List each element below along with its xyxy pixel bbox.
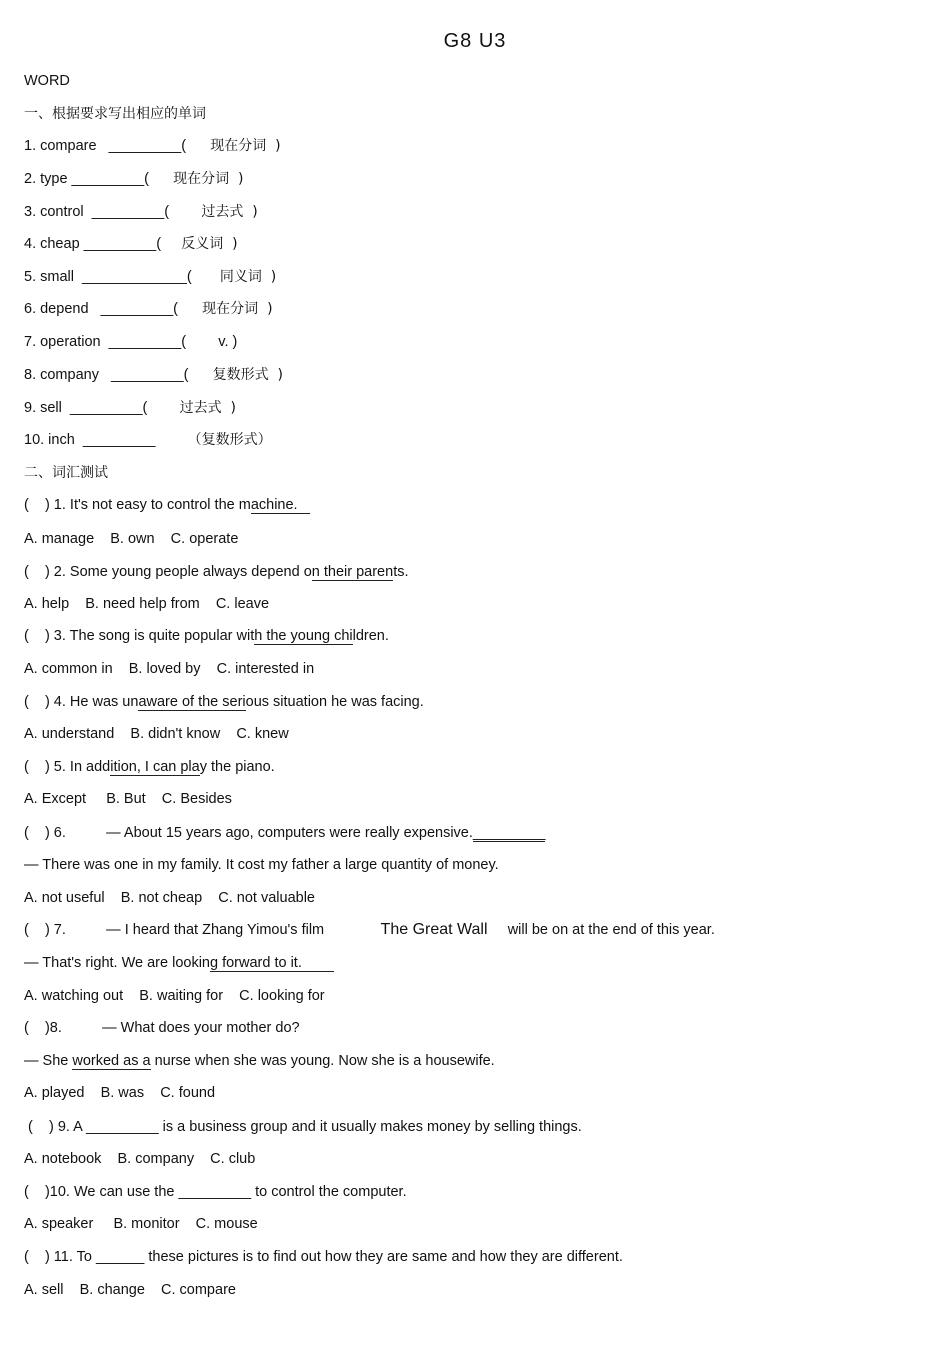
question-6-options: A. not useful B. not cheap C. not valuable [24, 890, 315, 906]
vocab-item-text: 5. small _____________( [24, 269, 220, 285]
question-9: ( ) 9. A _________ is a business group and it usually makes money by selling things. [24, 1119, 582, 1135]
vocab-item-10 [24, 431, 272, 449]
underlined-phrase: g forward to it. [209, 955, 335, 971]
vocab-item-3 [24, 203, 258, 221]
vocab-item-text: 3. control _________( [24, 204, 202, 220]
vocab-item-note: 现在分词 ) [202, 301, 273, 317]
vocab-item-text: 4. cheap _________( [24, 236, 182, 252]
question-1 [24, 496, 310, 514]
question-6-reply: — There was one in my family. It cost my father a large quantity of money. [24, 857, 499, 873]
section2-heading: 二、词汇测试 [24, 465, 108, 481]
question-text-end: will be on at the end of this year. [487, 922, 715, 938]
underlined-phrase: worked as a [72, 1053, 151, 1069]
question-text: ( ) 3. The song is quite popular wit [24, 628, 255, 644]
vocab-item-note: 现在分词 ) [210, 138, 281, 154]
vocab-item-9 [24, 399, 236, 417]
vocab-item-note: 过去式 ) [179, 400, 236, 416]
vocab-item-note: 反义词 ) [181, 236, 238, 252]
question-7-options: A. watching out B. waiting for C. looking for [24, 988, 325, 1004]
question-8-reply [24, 1052, 495, 1070]
question-text: ( ) 4. He was un [24, 694, 139, 710]
section1-heading: 一、根据要求写出相应的单词 [24, 106, 206, 122]
reply-text: — She [24, 1053, 73, 1069]
underlined-phrase: aware of the seri [138, 694, 246, 710]
underlined-phrase: achine. [250, 497, 310, 513]
question-text-end: ldren. [352, 628, 389, 644]
question-3-options: A. common in B. loved by C. interested in [24, 661, 315, 677]
reply-text: — That's right. We are lookin [24, 955, 210, 971]
word-label: WORD [24, 73, 70, 89]
vocab-item-7 [24, 333, 237, 351]
vocab-item-6 [24, 300, 273, 318]
question-2-options: A. help B. need help from C. leave [24, 596, 270, 612]
vocab-item-text: 8. company _________( [24, 367, 213, 383]
vocab-item-text: 2. type _________( [24, 171, 174, 187]
question-text: ( ) 2. Some young people always depend o [24, 564, 312, 580]
question-6 [24, 824, 545, 842]
question-8: ( )8. — What does your mother do? [24, 1020, 300, 1036]
vocab-item-2 [24, 170, 244, 188]
question-11-options: A. sell B. change C. compare [24, 1282, 236, 1298]
vocab-item-8 [24, 366, 283, 384]
question-8-options: A. played B. was C. found [24, 1085, 216, 1101]
question-text-end: y the piano. [199, 759, 275, 775]
question-2 [24, 563, 409, 581]
vocab-item-note: 过去式 ) [201, 204, 258, 220]
underlined-phrase: h the young chi [254, 628, 353, 644]
vocab-item-note: v. ) [218, 334, 238, 350]
vocab-item-text: 9. sell _________( [24, 400, 180, 416]
vocab-item-text: 7. operation _________( [24, 334, 219, 350]
question-text: ( ) 1. It's not easy to control the m [24, 497, 251, 513]
vocab-item-5 [24, 268, 276, 286]
question-text-end: ous situation he was facing. [245, 694, 424, 710]
underlined-phrase: ition, I can pla [110, 759, 200, 775]
question-7-reply [24, 954, 334, 972]
question-5-options: A. Except B. But C. Besides [24, 791, 232, 807]
underlined-phrase: _________ [472, 825, 546, 841]
page-title: G8 U3 [443, 30, 507, 52]
question-text: ( ) 5. In add [24, 759, 111, 775]
reply-text-end: nurse when she was young. Now she is a housewife. [150, 1053, 495, 1069]
vocab-item-note: 复数形式 ) [212, 367, 283, 383]
film-title: The Great Wall [380, 921, 488, 938]
vocab-item-text: 1. compare _________( [24, 138, 211, 154]
vocab-item-4 [24, 235, 238, 253]
vocab-item-note: 同义词 ) [219, 269, 277, 285]
question-text: ( ) 6. — About 15 years ago, computers were really expensive. [24, 825, 473, 841]
question-11: ( ) 11. To ______ these pictures is to find out how they are same and how they are different. [24, 1249, 623, 1265]
question-10: ( )10. We can use the _________ to control the computer. [24, 1184, 407, 1200]
vocab-item-text: 6. depend _________( [24, 301, 203, 317]
vocab-item-text: 10. inch _________ [24, 432, 188, 448]
question-7 [24, 921, 715, 939]
vocab-item-note: 现在分词 ) [173, 171, 244, 187]
underlined-phrase: n their paren [311, 564, 394, 580]
vocab-item-note: （复数形式） [187, 432, 272, 448]
question-text: ( ) 7. — I heard that Zhang Yimou's film [24, 922, 381, 938]
question-1-options: A. manage B. own C. operate [24, 531, 239, 547]
question-9-options: A. notebook B. company C. club [24, 1151, 256, 1167]
question-5 [24, 758, 275, 776]
question-4 [24, 693, 424, 711]
vocab-item-1 [24, 137, 281, 155]
question-10-options: A. speaker B. monitor C. mouse [24, 1216, 258, 1232]
question-3 [24, 627, 389, 645]
question-4-options: A. understand B. didn't know C. knew [24, 726, 289, 742]
question-text-end: ts. [393, 564, 409, 580]
